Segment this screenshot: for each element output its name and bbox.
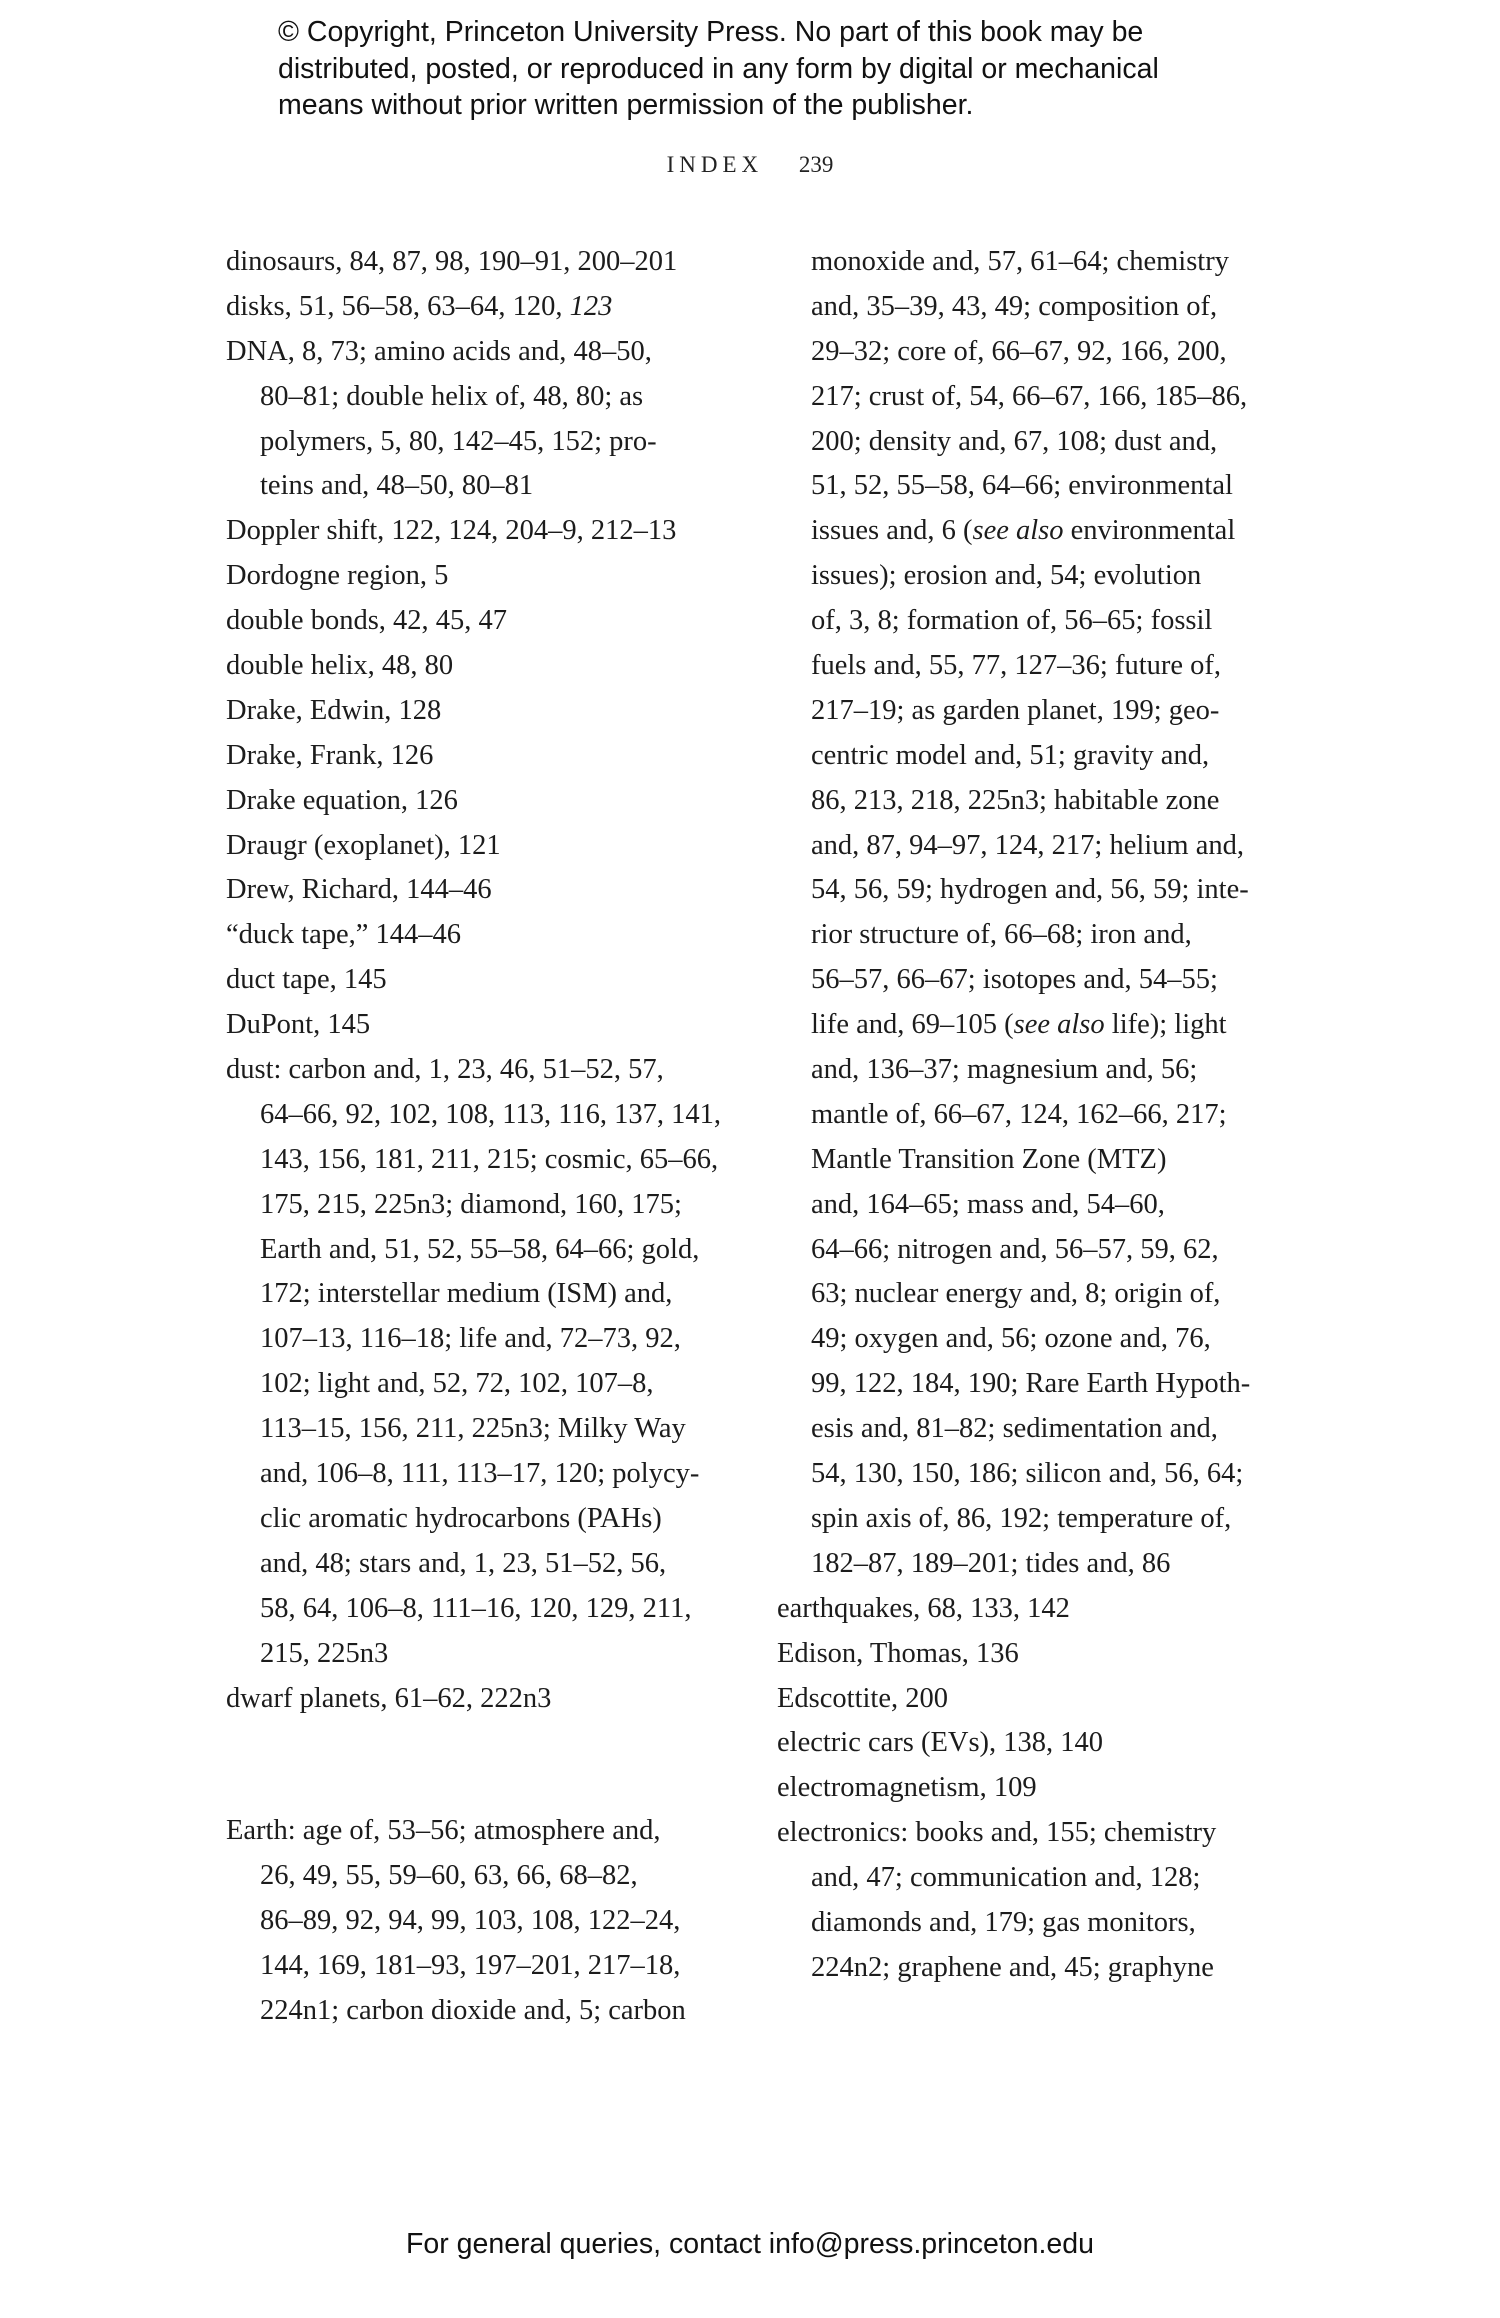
- index-subentry-line: [226, 1899, 726, 1944]
- entry-text: 86, 213, 218, 225n3; habitable zone: [811, 784, 1220, 816]
- entry-text: 200; density and, 67, 108; dust and,: [811, 425, 1218, 457]
- index-entry-line: [226, 1809, 726, 1854]
- entry-text: 26, 49, 55, 59–60, 63, 66, 68–82,: [260, 1860, 638, 1892]
- entry-text: 99, 122, 184, 190; Rare Earth Hypoth-: [811, 1368, 1251, 1400]
- index-subentry-line: [777, 1901, 1297, 1946]
- index-subentry-line: [226, 1632, 726, 1677]
- footer-contact: For general queries, contact info@press.princeton.edu: [406, 2228, 1094, 2260]
- entry-text: 56–57, 66–67; isotopes and, 54–55;: [811, 964, 1218, 996]
- index-subentry-line: [226, 1093, 726, 1138]
- index-subentry-line: [777, 824, 1297, 869]
- entry-text: teins and, 48–50, 80–81: [260, 470, 534, 502]
- entry-text: Draugr (exoplanet), 121: [226, 829, 501, 861]
- index-subentry-line: [777, 1048, 1297, 1093]
- index-entry-line: [226, 1003, 726, 1048]
- entry-text: double bonds, 42, 45, 47: [226, 605, 508, 637]
- entry-text: clic aromatic hydrocarbons (PAHs): [260, 1502, 662, 1534]
- entry-text: centric model and, 51; gravity and,: [811, 739, 1210, 771]
- index-subentry-line: [777, 1362, 1297, 1407]
- index-subentry-line: [777, 1946, 1297, 1991]
- entry-text: 54, 56, 59; hydrogen and, 56, 59; inte-: [811, 874, 1249, 906]
- index-subentry-line: [226, 1497, 726, 1542]
- entry-text: 49; oxygen and, 56; ozone and, 76,: [811, 1323, 1211, 1355]
- entry-text: Edison, Thomas, 136: [777, 1637, 1019, 1669]
- index-subentry-line: [226, 1407, 726, 1452]
- entry-text: and, 47; communication and, 128;: [811, 1862, 1201, 1894]
- index-subentry-line: [226, 1587, 726, 1632]
- index-subentry-line: [777, 464, 1297, 509]
- entry-text: issues); erosion and, 54; evolution: [811, 560, 1202, 592]
- index-entry-line: [226, 824, 726, 869]
- index-subentry-line: [777, 868, 1297, 913]
- index-subentry-line: [226, 1542, 726, 1587]
- index-subentry-line: [226, 1183, 726, 1228]
- entry-text-continued: life); light: [1104, 1009, 1227, 1041]
- entry-text: dwarf planets, 61–62, 222n3: [226, 1682, 552, 1714]
- page-number: 239: [798, 152, 834, 177]
- entry-text: 224n1; carbon dioxide and, 5; carbon: [260, 1994, 686, 2026]
- index-entry-line: [777, 1677, 1297, 1722]
- index-entry-line: [777, 1587, 1297, 1632]
- index-subentry-line: [777, 330, 1297, 375]
- index-entry-line: [226, 779, 726, 824]
- entry-text: Earth and, 51, 52, 55–58, 64–66; gold,: [260, 1233, 700, 1265]
- entry-text: 143, 156, 181, 211, 215; cosmic, 65–66,: [260, 1143, 719, 1175]
- index-subentry-line: [777, 1138, 1297, 1183]
- index-subentry-line: [226, 464, 726, 509]
- index-subentry-line: [777, 420, 1297, 465]
- running-head: [0, 152, 1500, 178]
- entry-text: Drake equation, 126: [226, 784, 458, 816]
- entry-text: 172; interstellar medium (ISM) and,: [260, 1278, 673, 1310]
- entry-text: monoxide and, 57, 61–64; chemistry: [811, 246, 1229, 277]
- copyright-line: © Copyright, Princeton University Press. No part of this book may be: [278, 16, 1144, 48]
- index-entry-line: [226, 285, 726, 330]
- entry-text: diamonds and, 179; gas monitors,: [811, 1906, 1196, 1938]
- entry-text: of, 3, 8; formation of, 56–65; fossil: [811, 605, 1213, 637]
- index-subentry-line: [777, 1317, 1297, 1362]
- index-subentry-line: [777, 644, 1297, 689]
- entry-text: and, 106–8, 111, 113–17, 120; polycy-: [260, 1458, 700, 1490]
- entry-text: mantle of, 66–67, 124, 162–66, 217;: [811, 1098, 1227, 1130]
- entry-text: Dordogne region, 5: [226, 560, 449, 592]
- entry-text: “duck tape,” 144–46: [226, 919, 462, 951]
- entry-text: dinosaurs, 84, 87, 98, 190–91, 200–201: [226, 246, 678, 277]
- index-entry-line: [226, 868, 726, 913]
- entry-text: 182–87, 189–201; tides and, 86: [811, 1547, 1171, 1579]
- entry-text: DNA, 8, 73; amino acids and, 48–50,: [226, 335, 652, 367]
- index-entry-line: [226, 689, 726, 734]
- index-column-left: [226, 240, 726, 2034]
- index-subentry-line: [777, 1407, 1297, 1452]
- entry-text: Earth: age of, 53–56; atmosphere and,: [226, 1815, 661, 1847]
- entry-text: Drew, Richard, 144–46: [226, 874, 492, 906]
- index-subentry-line: [777, 509, 1297, 554]
- index-subentry-line: [777, 599, 1297, 644]
- entry-text: Mantle Transition Zone (MTZ): [811, 1143, 1167, 1175]
- index-subentry-line: [226, 1944, 726, 1989]
- entry-text: 217; crust of, 54, 66–67, 166, 185–86,: [811, 380, 1248, 412]
- see-also-text: see also: [972, 515, 1064, 547]
- index-entry-line: [777, 1632, 1297, 1677]
- index-entry-line: [226, 554, 726, 599]
- entry-text: electromagnetism, 109: [777, 1772, 1037, 1804]
- entry-text: Edscottite, 200: [777, 1682, 948, 1714]
- index-subentry-line: [226, 1362, 726, 1407]
- index-entry-line: [226, 644, 726, 689]
- copyright-line: means without prior written permission of the publisher.: [278, 89, 974, 121]
- index-subentry-line: [226, 1317, 726, 1362]
- entry-text: 86–89, 92, 94, 99, 103, 108, 122–24,: [260, 1905, 681, 1937]
- entry-text: issues and, 6 (: [811, 515, 973, 547]
- copyright-line: distributed, posted, or reproduced in any form by digital or mechanical: [278, 52, 1159, 85]
- entry-text: and, 35–39, 43, 49; composition of,: [811, 290, 1218, 322]
- entry-text: and, 48; stars and, 1, 23, 51–52, 56,: [260, 1547, 667, 1579]
- entry-text: Drake, Edwin, 128: [226, 694, 442, 726]
- index-subentry-line: [226, 1138, 726, 1183]
- entry-text: polymers, 5, 80, 142–45, 152; pro-: [260, 425, 657, 457]
- entry-text: 64–66, 92, 102, 108, 113, 116, 137, 141,: [260, 1098, 722, 1130]
- index-subentry-line: [777, 1856, 1297, 1901]
- index-entry-line: [226, 330, 726, 375]
- index-subentry-line: [226, 1854, 726, 1899]
- entry-text: DuPont, 145: [226, 1009, 371, 1041]
- entry-text: 51, 52, 55–58, 64–66; environmental: [811, 470, 1233, 502]
- index-subentry-line: [777, 554, 1297, 599]
- index-subentry-line: [777, 1272, 1297, 1317]
- entry-text: double helix, 48, 80: [226, 650, 454, 682]
- index-subentry-line: [226, 1272, 726, 1317]
- entry-text: Doppler shift, 122, 124, 204–9, 212–13: [226, 515, 677, 547]
- index-entry-line: [226, 958, 726, 1003]
- running-head-label: INDEX: [666, 152, 764, 177]
- entry-text: 215, 225n3: [260, 1637, 389, 1669]
- index-subentry-line: [777, 1093, 1297, 1138]
- entry-text: 144, 169, 181–93, 197–201, 217–18,: [260, 1950, 681, 1982]
- index-subentry-line: [777, 1003, 1297, 1048]
- index-subentry-line: [777, 779, 1297, 824]
- index-entry-line: [226, 509, 726, 554]
- entry-text: 29–32; core of, 66–67, 92, 166, 200,: [811, 335, 1227, 367]
- entry-text: 58, 64, 106–8, 111–16, 120, 129, 211,: [260, 1592, 692, 1624]
- entry-text: electric cars (EVs), 138, 140: [777, 1727, 1104, 1759]
- figure-page-ref: 123: [569, 290, 613, 322]
- entry-text: 217–19; as garden planet, 199; geo-: [811, 694, 1220, 726]
- entry-text: duct tape, 145: [226, 964, 387, 996]
- entry-text: 175, 215, 225n3; diamond, 160, 175;: [260, 1188, 682, 1220]
- entry-gap: [226, 1721, 726, 1809]
- index-subentry-line: [777, 1542, 1297, 1587]
- entry-text: 102; light and, 52, 72, 102, 107–8,: [260, 1368, 654, 1400]
- entry-text: electronics: books and, 155; chemistry: [777, 1817, 1217, 1849]
- entry-text: 113–15, 156, 211, 225n3; Milky Way: [260, 1413, 686, 1445]
- index-subentry-line: [777, 913, 1297, 958]
- index-subentry-line: [777, 1452, 1297, 1497]
- index-entry-line: [226, 1677, 726, 1722]
- index-subentry-line: [777, 285, 1297, 330]
- entry-text-continued: environmental: [1063, 515, 1236, 547]
- entry-text: 224n2; graphene and, 45; graphyne: [811, 1951, 1214, 1983]
- entry-text: and, 164–65; mass and, 54–60,: [811, 1188, 1165, 1220]
- index-subentry-line: [226, 1228, 726, 1273]
- index-subentry-line: [226, 375, 726, 420]
- index-subentry-line: [226, 420, 726, 465]
- entry-text: spin axis of, 86, 192; temperature of,: [811, 1502, 1232, 1534]
- index-subentry-line: [777, 240, 1297, 285]
- entry-text: 80–81; double helix of, 48, 80; as: [260, 380, 644, 412]
- index-subentry-line: [226, 1452, 726, 1497]
- index-subentry-line: [777, 958, 1297, 1003]
- index-entry-line: [777, 1721, 1297, 1766]
- entry-text: earthquakes, 68, 133, 142: [777, 1592, 1070, 1624]
- entry-text: 63; nuclear energy and, 8; origin of,: [811, 1278, 1221, 1310]
- index-entry-line: [226, 240, 726, 285]
- index-subentry-line: [226, 1989, 726, 2034]
- index-entry-line: [226, 1048, 726, 1093]
- index-entry-line: [226, 599, 726, 644]
- index-entry-line: [777, 1811, 1297, 1856]
- entry-text: Drake, Frank, 126: [226, 739, 434, 771]
- entry-text: disks, 51, 56–58, 63–64, 120,: [226, 290, 570, 322]
- entry-text: life and, 69–105 (: [811, 1009, 1014, 1041]
- index-subentry-line: [777, 375, 1297, 420]
- entry-text: 64–66; nitrogen and, 56–57, 59, 62,: [811, 1233, 1219, 1265]
- index-entry-line: [777, 1766, 1297, 1811]
- see-also-text: see also: [1013, 1009, 1105, 1041]
- index-entry-line: [226, 734, 726, 779]
- index-column-right: [777, 240, 1297, 1991]
- entry-text: and, 136–37; magnesium and, 56;: [811, 1054, 1198, 1086]
- index-subentry-line: [777, 689, 1297, 734]
- entry-text: esis and, 81–82; sedimentation and,: [811, 1413, 1218, 1445]
- entry-text: 107–13, 116–18; life and, 72–73, 92,: [260, 1323, 681, 1355]
- entry-text: fuels and, 55, 77, 127–36; future of,: [811, 650, 1222, 682]
- entry-text: rior structure of, 66–68; iron and,: [811, 919, 1192, 951]
- index-subentry-line: [777, 734, 1297, 779]
- entry-text: dust: carbon and, 1, 23, 46, 51–52, 57,: [226, 1054, 664, 1086]
- entry-text: 54, 130, 150, 186; silicon and, 56, 64;: [811, 1458, 1244, 1490]
- index-subentry-line: [777, 1497, 1297, 1542]
- index-entry-line: [226, 913, 726, 958]
- index-subentry-line: [777, 1228, 1297, 1273]
- copyright-notice: [278, 14, 1278, 124]
- entry-text: and, 87, 94–97, 124, 217; helium and,: [811, 829, 1244, 861]
- index-subentry-line: [777, 1183, 1297, 1228]
